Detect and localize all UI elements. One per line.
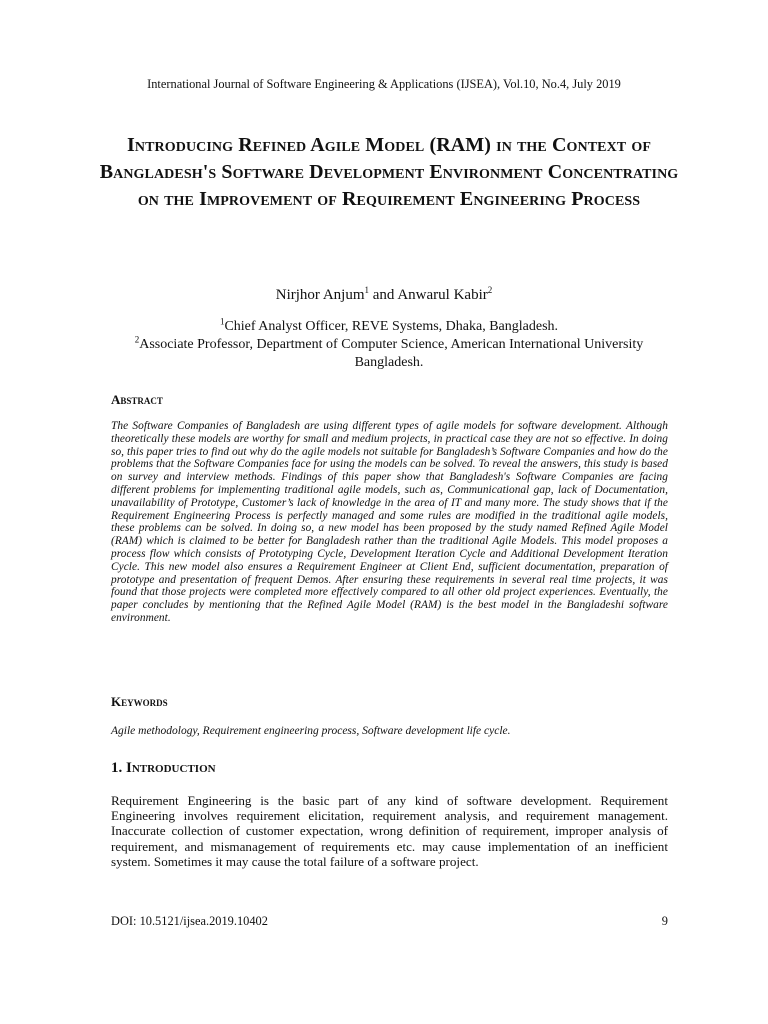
affiliation-2-text: Associate Professor, Department of Computer Science, American International University Bangladesh. (139, 337, 644, 370)
paper-title: Introducing Refined Agile Model (RAM) in the Context of Bangladesh's Software Development Environment Concentrating on the Improvement of Requirement Engineering Process (99, 134, 679, 210)
introduction-heading: 1. Introduction (111, 760, 216, 776)
author-2: Anwarul Kabir (397, 287, 488, 303)
keywords-text: Agile methodology, Requirement engineering process, Software development life cycle. (111, 725, 511, 737)
affiliation-1-marker: 1 (219, 316, 225, 327)
author-1-marker: 1 (364, 285, 369, 295)
abstract-heading: Abstract (111, 392, 163, 407)
doi: DOI: 10.5121/ijsea.2019.10402 (111, 914, 268, 928)
author-2-marker: 2 (487, 285, 493, 295)
affiliation-2-marker: 2 (134, 334, 140, 345)
affiliation-1 (100, 318, 678, 336)
abstract-text: The Software Companies of Bangladesh are using different types of agile models for software development. Although theoretically these models are worthy for small and medium projects, in practical case they are not so effective. In doing so, this paper tries to find out why do the agile models not suitable for Bangladesh’s Software Companies and how do the problems that the Software Companies face for using the models can be solved. To reveal the answers, this study is based on survey and interview methods. Findings of this paper show that Bangladesh's Software Companies are facing different problems for implementing traditional agile models, such as, Communicational gap, lack of Documentation, unavailability of Prototype, Customer’s lack of knowledge in the area of IT and many more. The study shows that if the Requirement Engineering Process is perfectly managed and some rules are modified in the traditional agile models, these problems can be solved. In doing so, a new model has been proposed by the study named Refined Agile Model (RAM) which is claimed to be better for Bangladesh rather than the traditional Agile Models. This model proposes a process flow which consists of Prototyping Cycle, Development Iteration Cycle and Additional Development Iteration Cycle. This new model also ensures a Requirement Engineer at Client End, sufficient documentation, preparation of prototype and presentation of frequent Demos. After ensuring these requirements in several real time projects, it was found that those projects were completed more effectively compared to all other old project experiences. Eventually, the paper concludes by mentioning that the Refined Agile Model (RAM) is the best model in the Bangladeshi software environment. (111, 420, 668, 624)
keywords-heading: Keywords (111, 694, 168, 709)
affiliations (100, 318, 678, 372)
author-join: and (369, 287, 398, 303)
author-1: Nirjhor Anjum (275, 287, 365, 303)
introduction-text: Requirement Engineering is the basic part of any kind of software development. Requirement Engineering involves requirement elicitation, requirement analysis, and requirement management. Inaccurate collection of customer expectation, wrong definition of requirement, improper analysis of requirement, and mismanagement of requirements etc. may cause implementation of an inefficient system. Sometimes it may cause the total failure of a software project. (111, 793, 668, 869)
affiliation-1-text: Chief Analyst Officer, REVE Systems, Dhaka, Bangladesh. (224, 319, 559, 334)
affiliation-2 (100, 336, 678, 372)
page-number: 9 (661, 914, 668, 928)
journal-header: International Journal of Software Engineering & Applications (IJSEA), Vol.10, No.4, July 2019 (147, 77, 621, 91)
author-line (0, 286, 768, 304)
